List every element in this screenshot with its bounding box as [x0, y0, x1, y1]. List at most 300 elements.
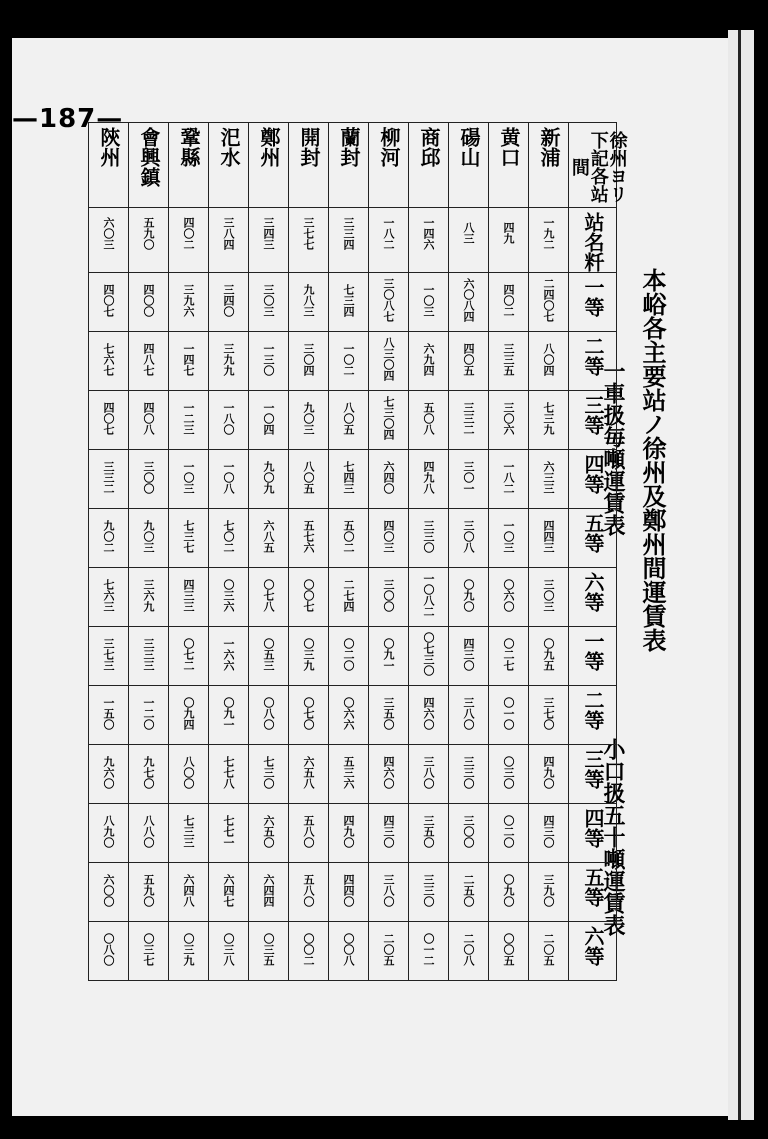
- fare-cell: [449, 450, 489, 509]
- fare-cell: [369, 391, 409, 450]
- fare-cell: [129, 568, 169, 627]
- fare-value: 九七〇: [142, 755, 155, 789]
- fare-value: 四四三: [542, 519, 555, 553]
- fare-value: 四九〇: [542, 755, 555, 789]
- fare-value: 七六七: [102, 342, 115, 376]
- fare-value: 〇九一: [382, 637, 395, 671]
- fare-value: 〇三六: [222, 578, 235, 612]
- fare-cell: [529, 863, 569, 922]
- class-label-cell: [569, 332, 617, 391]
- fare-cell: [249, 391, 289, 450]
- fare-value: 〇九〇: [462, 578, 475, 612]
- fare-value: 八〇四: [542, 342, 555, 376]
- class-label: 五等: [581, 867, 605, 907]
- fare-row-car-3: [89, 391, 617, 450]
- fare-cell: [209, 922, 249, 981]
- fare-value: 四〇五: [462, 342, 475, 376]
- fare-cell: [89, 627, 129, 686]
- station-cell: [129, 123, 169, 208]
- fare-row-car-4: [89, 450, 617, 509]
- fare-value: 四〇七: [102, 283, 115, 317]
- fare-row-car-2: [89, 332, 617, 391]
- fare-value: 〇〇七: [302, 578, 315, 612]
- class-label-cell: [569, 804, 617, 863]
- fare-cell: [449, 208, 489, 273]
- fare-cell: [249, 686, 289, 745]
- header-from-cell: [568, 123, 628, 208]
- fare-value: 三〇三: [542, 578, 555, 612]
- fare-value: 〇七二: [182, 637, 195, 671]
- fare-cell: [489, 686, 529, 745]
- station-name: 汜水: [217, 127, 241, 167]
- fare-cell: [529, 450, 569, 509]
- page-edge-line: [738, 30, 741, 1120]
- fare-cell: [129, 208, 169, 273]
- fare-cell: [409, 745, 449, 804]
- fare-value: 八九〇: [102, 814, 115, 848]
- fare-cell: [529, 332, 569, 391]
- fare-cell: [449, 745, 489, 804]
- fare-cell: [329, 745, 369, 804]
- fare-cell: [329, 627, 369, 686]
- station-cell: [529, 123, 569, 208]
- fare-cell: [289, 568, 329, 627]
- fare-value: 〇八〇: [102, 932, 115, 966]
- fare-value: 三五〇: [382, 696, 395, 730]
- fare-cell: [289, 627, 329, 686]
- fare-cell: [489, 208, 529, 273]
- fare-cell: [129, 332, 169, 391]
- fare-value: 一六六: [222, 637, 235, 671]
- fare-cell: [129, 391, 169, 450]
- fare-value: 四〇三: [382, 519, 395, 553]
- fare-value: 三九〇: [542, 873, 555, 907]
- fare-value: 七三〇四: [382, 396, 395, 440]
- class-label-cell: [569, 745, 617, 804]
- fare-cell: [409, 391, 449, 450]
- class-label-cell: [569, 391, 617, 450]
- fare-cell: [169, 804, 209, 863]
- fare-cell: [449, 391, 489, 450]
- fare-value: 〇九一: [222, 696, 235, 730]
- fare-value: 四九: [502, 222, 515, 244]
- fare-cell: [289, 509, 329, 568]
- fare-cell: [449, 332, 489, 391]
- fare-value: 一〇八: [222, 460, 235, 494]
- fare-value: 三九六: [182, 283, 195, 317]
- station-name: 柳河: [377, 127, 401, 167]
- fare-value: 七三七: [182, 519, 195, 553]
- fare-value: 八八〇: [142, 814, 155, 848]
- fare-value: 〇一二: [422, 932, 435, 966]
- section-title-small: 小口扱五十噸運賃表: [600, 738, 626, 936]
- fare-cell: [529, 922, 569, 981]
- fare-value: 七七一: [222, 814, 235, 848]
- fare-value: 三七三: [102, 637, 115, 671]
- fare-cell: [409, 332, 449, 391]
- station-cell: [209, 123, 249, 208]
- fare-value: 〇三七: [142, 932, 155, 966]
- station-cell: [409, 123, 449, 208]
- fare-value: 六四七: [222, 873, 235, 907]
- fare-value: 六四〇: [382, 460, 395, 494]
- fare-value: 三三四: [342, 216, 355, 250]
- fare-value: 〇七三〇: [422, 632, 435, 676]
- fare-value: 〇三九: [302, 637, 315, 671]
- fare-value: 六三三: [542, 460, 555, 494]
- fare-cell: [449, 922, 489, 981]
- fare-cell: [449, 509, 489, 568]
- fare-cell: [329, 863, 369, 922]
- station-cell: [169, 123, 209, 208]
- fare-value: 五三六: [342, 755, 355, 789]
- fare-cell: [449, 804, 489, 863]
- fare-cell: [449, 273, 489, 332]
- fare-cell: [529, 804, 569, 863]
- fare-value: 三〇八: [462, 519, 475, 553]
- fare-cell: [489, 745, 529, 804]
- fare-value: 〇二七: [502, 637, 515, 671]
- fare-value: 六五八: [302, 755, 315, 789]
- station-name: 蘭封: [337, 127, 361, 167]
- fare-value: 七七八: [222, 755, 235, 789]
- class-label: 三等: [581, 749, 605, 789]
- class-label: 二等: [581, 690, 605, 730]
- fare-cell: [329, 273, 369, 332]
- fare-cell: [209, 745, 249, 804]
- fare-value: 四三〇: [462, 637, 475, 671]
- station-name: 鞏縣: [177, 127, 201, 167]
- fare-cell: [129, 922, 169, 981]
- class-label: 一等: [581, 277, 605, 317]
- fare-cell: [89, 745, 129, 804]
- fare-value: 一〇八二: [422, 573, 435, 617]
- fare-value: 三七〇: [542, 696, 555, 730]
- fare-cell: [209, 568, 249, 627]
- class-label: 站名粁: [581, 212, 605, 272]
- fare-value: 二〇五: [382, 932, 395, 966]
- fare-value: 五〇二: [342, 519, 355, 553]
- fare-cell: [89, 509, 129, 568]
- fare-row-small-4: [89, 804, 617, 863]
- fare-value: 三〇一: [462, 460, 475, 494]
- fare-cell: [289, 332, 329, 391]
- station-cell: [369, 123, 409, 208]
- fare-value: 三九九: [222, 342, 235, 376]
- fare-value: 〇九四: [182, 696, 195, 730]
- station-name: 新浦: [537, 127, 561, 167]
- fare-cell: [369, 568, 409, 627]
- fare-cell: [409, 450, 449, 509]
- fare-cell: [369, 627, 409, 686]
- fare-value: 七三三: [182, 814, 195, 848]
- fare-cell: [209, 391, 249, 450]
- fare-cell: [369, 332, 409, 391]
- fare-value: 一〇三: [182, 460, 195, 494]
- fare-value: 一八二: [502, 460, 515, 494]
- fare-cell: [289, 745, 329, 804]
- station-name: 碭山: [457, 127, 481, 167]
- fare-cell: [89, 922, 129, 981]
- book-edge: [728, 30, 754, 1120]
- fare-value: 三八〇: [422, 755, 435, 789]
- fare-value: 三四三: [262, 216, 275, 250]
- fare-value: 〇三五: [262, 932, 275, 966]
- fare-cell: [249, 922, 289, 981]
- station-cell: [89, 123, 129, 208]
- class-label: 五等: [581, 513, 605, 553]
- fare-cell: [289, 273, 329, 332]
- page-number: —187—: [12, 104, 124, 134]
- fare-value: 三三〇: [422, 873, 435, 907]
- fare-value: 一〇三: [422, 283, 435, 317]
- fare-cell: [529, 273, 569, 332]
- fare-value: 六〇〇: [102, 873, 115, 907]
- fare-value: 四〇二: [502, 283, 515, 317]
- fare-value: 一八〇: [222, 401, 235, 435]
- fare-cell: [369, 745, 409, 804]
- fare-cell: [209, 863, 249, 922]
- fare-cell: [409, 568, 449, 627]
- fare-cell: [129, 509, 169, 568]
- station-name: 開封: [297, 127, 321, 167]
- fare-value: 三三〇: [462, 755, 475, 789]
- fare-value: 七四三: [342, 460, 355, 494]
- fare-value: 四〇二: [182, 216, 195, 250]
- fare-value: 九〇二: [102, 519, 115, 553]
- fare-value: 三〇六: [502, 401, 515, 435]
- fare-value: 九〇三: [142, 519, 155, 553]
- fare-cell: [529, 391, 569, 450]
- fare-cell: [529, 686, 569, 745]
- fare-cell: [329, 450, 369, 509]
- fare-value: 三〇〇: [142, 460, 155, 494]
- fare-cell: [489, 332, 529, 391]
- station-name: 會興鎮: [137, 127, 161, 187]
- fare-value: 九八三: [302, 283, 315, 317]
- fare-row-small-1: [89, 627, 617, 686]
- fare-value: 七三〇: [262, 755, 275, 789]
- fare-cell: [369, 208, 409, 273]
- table-header-row: [89, 123, 617, 208]
- fare-value: 四三〇: [382, 814, 395, 848]
- fare-value: 一〇二: [342, 342, 355, 376]
- fare-value: 二〇五: [542, 932, 555, 966]
- fare-cell: [89, 332, 129, 391]
- fare-row-small-3: [89, 745, 617, 804]
- fare-cell: [89, 863, 129, 922]
- fare-value: 〇〇八: [342, 932, 355, 966]
- fare-value: 三三〇: [422, 519, 435, 553]
- fare-value: 三三二: [102, 460, 115, 494]
- fare-cell: [209, 208, 249, 273]
- fare-cell: [449, 627, 489, 686]
- fare-cell: [89, 686, 129, 745]
- fare-value: 一二三: [182, 401, 195, 435]
- fare-value: 八三: [462, 222, 475, 244]
- fare-cell: [89, 450, 129, 509]
- fare-cell: [409, 804, 449, 863]
- fare-cell: [369, 922, 409, 981]
- fare-cell: [329, 686, 369, 745]
- fare-cell: [249, 627, 289, 686]
- fare-value: 二〇八: [462, 932, 475, 966]
- fare-cell: [129, 863, 169, 922]
- fare-cell: [289, 391, 329, 450]
- fare-row-car-1: [89, 273, 617, 332]
- fare-value: 五九〇: [142, 216, 155, 250]
- fare-cell: [249, 208, 289, 273]
- fare-row-car-6: [89, 568, 617, 627]
- fare-value: 〇三八: [222, 932, 235, 966]
- fare-cell: [329, 922, 369, 981]
- fare-cell: [489, 391, 529, 450]
- fare-cell: [289, 863, 329, 922]
- fare-cell: [329, 568, 369, 627]
- fare-cell: [169, 273, 209, 332]
- fare-cell: [489, 509, 529, 568]
- fare-value: 九〇三: [302, 401, 315, 435]
- fare-value: 三〇八七: [382, 278, 395, 322]
- fare-value: 四六〇: [422, 696, 435, 730]
- class-label: 二等: [581, 336, 605, 376]
- fare-value: 四〇七: [102, 401, 115, 435]
- fare-value: 一〇三: [502, 519, 515, 553]
- fare-value: 二七四: [342, 578, 355, 612]
- class-label-cell: [569, 568, 617, 627]
- fare-value: 〇八〇: [262, 696, 275, 730]
- fare-cell: [129, 450, 169, 509]
- fare-value: 六四四: [262, 873, 275, 907]
- fare-cell: [369, 273, 409, 332]
- fare-cell: [529, 745, 569, 804]
- fare-value: 一九二: [542, 216, 555, 250]
- fare-value: 五七六: [302, 519, 315, 553]
- fare-row-small-5: [89, 863, 617, 922]
- fare-cell: [489, 627, 529, 686]
- station-cell: [449, 123, 489, 208]
- fare-value: 一四六: [422, 216, 435, 250]
- fare-value: 一〇四: [262, 401, 275, 435]
- fare-cell: [449, 863, 489, 922]
- fare-value: 〇三九: [182, 932, 195, 966]
- fare-value: 九六〇: [102, 755, 115, 789]
- station-cell: [289, 123, 329, 208]
- station-name: 鄭州: [257, 127, 281, 167]
- fare-value: 一二〇: [142, 696, 155, 730]
- fare-value: 四四〇: [342, 873, 355, 907]
- fare-cell: [129, 804, 169, 863]
- fare-cell: [209, 509, 249, 568]
- class-label: 六等: [581, 926, 605, 966]
- fare-cell: [249, 332, 289, 391]
- fare-cell: [169, 568, 209, 627]
- fare-value: 八〇五: [342, 401, 355, 435]
- fare-value: 二四〇七: [542, 278, 555, 322]
- table-title: 本峪各主要站ノ徐州及鄭州間運賃表: [638, 268, 667, 652]
- fare-cell: [249, 863, 289, 922]
- fare-value: 三〇〇: [462, 814, 475, 848]
- fare-value: 七三九: [542, 401, 555, 435]
- class-label: 四等: [581, 808, 605, 848]
- fare-cell: [529, 568, 569, 627]
- fare-value: 〇二〇: [502, 814, 515, 848]
- fare-cell: [169, 627, 209, 686]
- fare-value: 〇九五: [542, 637, 555, 671]
- fare-cell: [169, 391, 209, 450]
- fare-cell: [89, 804, 129, 863]
- fare-cell: [489, 804, 529, 863]
- fare-cell: [209, 450, 249, 509]
- fare-value: 一五〇: [102, 696, 115, 730]
- fare-value: 五八〇: [302, 814, 315, 848]
- fare-cell: [169, 450, 209, 509]
- fare-value: 三六九: [142, 578, 155, 612]
- class-label-cell: [569, 922, 617, 981]
- fare-value: 八〇五: [302, 460, 315, 494]
- fare-cell: [529, 208, 569, 273]
- fare-cell: [169, 745, 209, 804]
- fare-cell: [129, 627, 169, 686]
- fare-cell: [89, 391, 129, 450]
- fare-cell: [409, 922, 449, 981]
- fare-value: 一三〇: [262, 342, 275, 376]
- fare-value: 六〇三: [102, 216, 115, 250]
- fare-value: 六〇八四: [462, 278, 475, 322]
- fare-row-small-6: [89, 922, 617, 981]
- fare-cell: [129, 273, 169, 332]
- fare-value: 三三二: [462, 401, 475, 435]
- fare-value: 四六〇: [382, 755, 395, 789]
- station-cell: [249, 123, 289, 208]
- fare-value: 三七七: [302, 216, 315, 250]
- fare-cell: [249, 804, 289, 863]
- fare-cell: [249, 450, 289, 509]
- fare-cell: [209, 332, 249, 391]
- fare-cell: [489, 863, 529, 922]
- section-title-car: 一車扱毎噸運賃表: [600, 360, 626, 536]
- fare-cell: [329, 391, 369, 450]
- fare-value: 三四〇: [222, 283, 235, 317]
- station-cell: [329, 123, 369, 208]
- fare-cell: [169, 208, 209, 273]
- fare-cell: [329, 804, 369, 863]
- fare-cell: [169, 509, 209, 568]
- fare-cell: [449, 568, 489, 627]
- station-name: 商邱: [417, 127, 441, 167]
- fare-cell: [129, 745, 169, 804]
- fare-cell: [249, 745, 289, 804]
- fare-value: 四〇八: [142, 401, 155, 435]
- fare-cell: [249, 273, 289, 332]
- fare-cell: [289, 804, 329, 863]
- fare-value: 五八〇: [302, 873, 315, 907]
- fare-cell: [489, 273, 529, 332]
- class-label-cell: [569, 509, 617, 568]
- class-label-cell: [569, 863, 617, 922]
- fare-value: 〇六六: [342, 696, 355, 730]
- fare-cell: [89, 568, 129, 627]
- fare-value: 九〇九: [262, 460, 275, 494]
- fare-row-car-5: [89, 509, 617, 568]
- fare-value: 七〇二: [222, 519, 235, 553]
- fare-value: 三八〇: [462, 696, 475, 730]
- fare-cell: [209, 804, 249, 863]
- fare-cell: [329, 208, 369, 273]
- fare-value: 四三三: [182, 578, 195, 612]
- fare-cell: [289, 208, 329, 273]
- class-label-cell: [569, 208, 617, 273]
